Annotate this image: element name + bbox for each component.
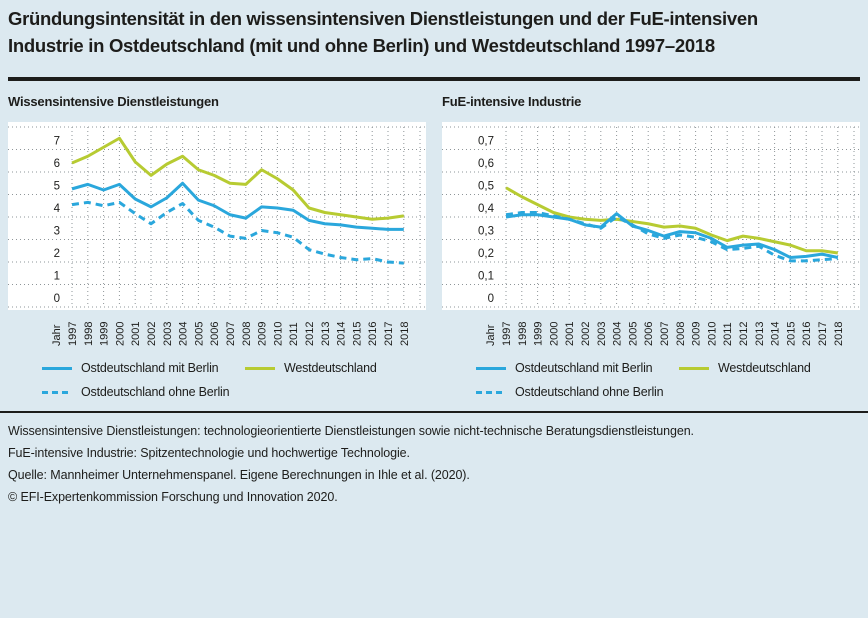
x-tick-label: 2018 (832, 321, 845, 346)
x-tick-label: 2003 (161, 321, 174, 346)
chart-title-services: Wissensintensive Dienstleistungen (8, 94, 219, 109)
footnote-industry-definition: FuE-intensive Industrie: Spitzentechnologie und hochwertige Technologie. (8, 446, 410, 460)
y-tick-label: 4 (53, 203, 60, 215)
x-tick-label: 2005 (193, 321, 206, 346)
x-tick-label: 2015 (351, 321, 364, 346)
legend-label: Westdeutschland (284, 361, 377, 375)
x-tick-label: 2014 (769, 321, 782, 346)
legend-item-ost-mit-berlin (42, 360, 218, 376)
x-tick-label: 2015 (785, 321, 798, 346)
legend-label: Westdeutschland (718, 361, 811, 375)
x-tick-label: 2004 (611, 321, 624, 346)
y-tick-label: 1 (53, 270, 60, 283)
x-tick-label: 2002 (146, 321, 158, 346)
x-tick-label: 2002 (580, 321, 592, 346)
x-tick-label: 2012 (304, 321, 316, 346)
x-tick-label: 2013 (753, 321, 766, 346)
x-tick-label: 2014 (335, 321, 348, 346)
x-axis-label: Jahr (485, 324, 498, 346)
x-tick-label: 2016 (801, 321, 814, 346)
x-tick-label: 2010 (272, 321, 285, 346)
x-tick-label: 2001 (130, 321, 143, 346)
x-tick-label: 2007 (659, 321, 671, 346)
figure-title-line2: Industrie in Ostdeutschland (mit und ohne Berlin) und Westdeutschland 1997–2018 (8, 35, 715, 56)
y-tick-label: 3 (53, 225, 60, 238)
y-tick-label: 0,4 (478, 203, 494, 215)
y-tick-label: 0,5 (478, 180, 494, 193)
x-tick-label: 2017 (817, 321, 829, 346)
x-tick-label: 1998 (82, 321, 95, 346)
x-tick-label: 2006 (209, 321, 222, 346)
footer-divider (0, 411, 868, 413)
legend-item-ost-ohne-berlin (476, 384, 663, 400)
chart-services (8, 120, 426, 352)
x-tick-label: 1997 (67, 321, 79, 346)
footnote-services-definition: Wissensintensive Dienstleistungen: technologieorientierte Dienstleistungen sowie nicht-technische Beratungsdienstleistungen. (8, 424, 694, 438)
x-tick-label: 1998 (516, 321, 529, 346)
x-tick-label: 2018 (398, 321, 411, 346)
legend-item-ost-ohne-berlin (42, 384, 229, 400)
x-tick-label: 2013 (319, 321, 332, 346)
y-tick-label: 7 (53, 135, 60, 148)
y-tick-label: 6 (53, 158, 60, 170)
x-tick-label: 2009 (690, 321, 703, 346)
x-tick-label: 2008 (240, 321, 253, 346)
plot-area (442, 122, 860, 310)
solid-green-line-swatch-icon (245, 367, 275, 370)
figure-title-line1: Gründungsintensität in den wissensintensiven Dienstleistungen und der FuE-intensiven (8, 8, 758, 29)
solid-green-line-swatch-icon (679, 367, 709, 370)
figure-title (8, 5, 862, 59)
y-tick-label: 0,3 (478, 225, 494, 238)
footnote-source: Quelle: Mannheimer Unternehmenspanel. Eigene Berechnungen in Ihle et al. (2020). (8, 468, 470, 482)
legend-label: Ostdeutschland ohne Berlin (515, 385, 664, 399)
legend-item-westdeutschland (245, 360, 377, 376)
x-tick-label: 2010 (706, 321, 719, 346)
legend-label: Ostdeutschland mit Berlin (81, 361, 219, 375)
x-tick-label: 2017 (383, 321, 395, 346)
chart-title-industry: FuE-intensive Industrie (442, 94, 582, 109)
y-tick-label: 0,6 (478, 158, 494, 170)
x-tick-label: 2000 (548, 321, 561, 346)
y-tick-label: 0,1 (478, 270, 494, 283)
x-tick-label: 2001 (564, 321, 577, 346)
legend-label: Ostdeutschland ohne Berlin (81, 385, 230, 399)
x-tick-label: 2016 (367, 321, 380, 346)
dashed-blue-line-swatch-icon (476, 391, 506, 394)
y-tick-label: 0,2 (478, 248, 494, 260)
x-tick-label: 2011 (722, 322, 735, 346)
legend-industry (442, 356, 860, 404)
chart-industry (442, 120, 860, 352)
x-tick-label: 2006 (643, 321, 656, 346)
solid-blue-line-swatch-icon (42, 367, 72, 370)
plot-area (8, 122, 426, 310)
x-tick-label: 2012 (738, 321, 750, 346)
y-tick-label: 0 (487, 293, 494, 305)
x-tick-label: 1999 (98, 321, 111, 346)
x-axis-label: Jahr (51, 324, 64, 346)
x-tick-label: 2007 (225, 321, 237, 346)
x-tick-label: 2011 (288, 322, 301, 346)
y-tick-label: 0 (53, 293, 60, 305)
x-tick-label: 2005 (627, 321, 640, 346)
solid-blue-line-swatch-icon (476, 367, 506, 370)
dashed-blue-line-swatch-icon (42, 391, 72, 394)
x-tick-label: 2003 (595, 321, 608, 346)
legend-item-ost-mit-berlin (476, 360, 652, 376)
x-tick-label: 2009 (256, 321, 269, 346)
footnotes (8, 420, 862, 508)
x-tick-label: 1999 (532, 321, 545, 346)
footnote-copyright: © EFI-Expertenkommission Forschung und Innovation 2020. (8, 490, 338, 504)
x-tick-label: 2008 (674, 321, 687, 346)
y-tick-label: 5 (53, 180, 60, 193)
x-tick-label: 2000 (114, 321, 127, 346)
legend-label: Ostdeutschland mit Berlin (515, 361, 653, 375)
y-tick-label: 2 (53, 248, 60, 260)
x-tick-label: 2004 (177, 321, 190, 346)
legend-services (8, 356, 426, 404)
legend-item-westdeutschland (679, 360, 811, 376)
title-divider (8, 77, 860, 81)
y-tick-label: 0,7 (478, 135, 494, 148)
x-tick-label: 1997 (501, 321, 513, 346)
